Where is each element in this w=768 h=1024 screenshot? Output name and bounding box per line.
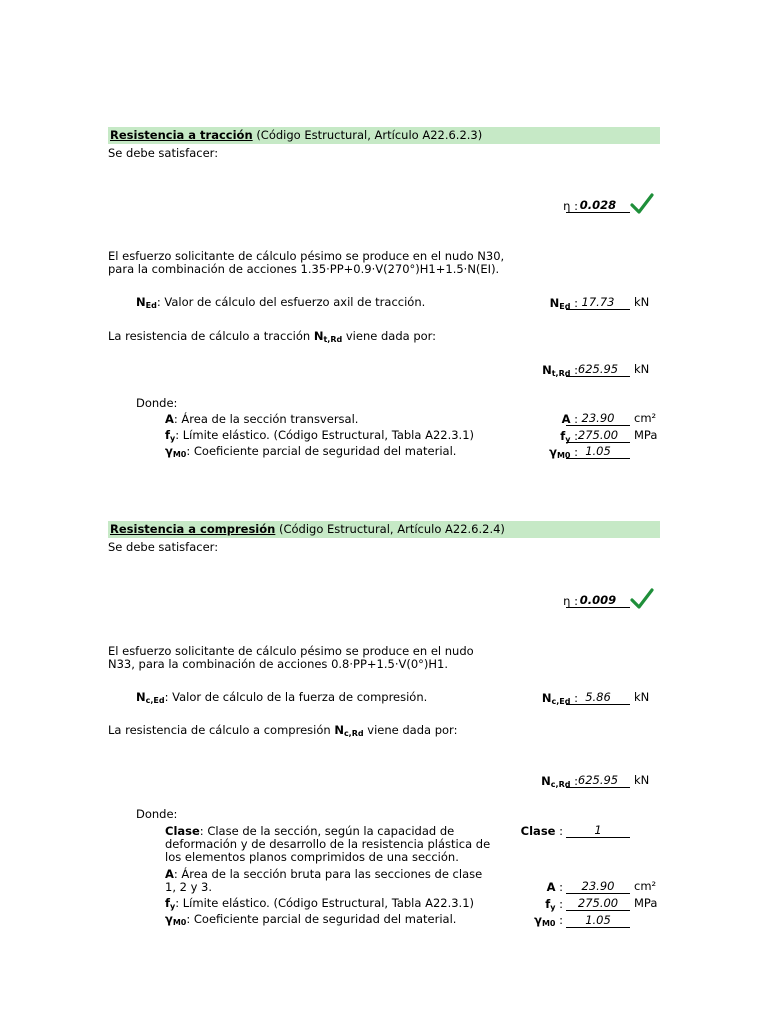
compression-fy-label: $f_y$ : bbox=[545, 897, 563, 912]
tension-reference: (Código Estructural, Artículo A22.6.2.3) bbox=[256, 128, 483, 142]
compression-nced-definition: $N_{c,Ed}$: Valor de cálculo de la fuerza de compresión. bbox=[136, 690, 428, 705]
tension-fy-definition: $f_y$: Límite elástico. (Código Estructural, Tabla A22.3.1) bbox=[165, 428, 475, 443]
compression-donde-label: Donde: bbox=[136, 807, 178, 821]
tension-title: Resistencia a tracción bbox=[110, 128, 253, 142]
compression-a-definition-line1: A: Área de la sección bruta para las secciones de clase bbox=[165, 867, 483, 881]
compression-fy-value: 275.00 bbox=[566, 896, 630, 911]
tension-eta-label: η : bbox=[563, 199, 578, 213]
compression-nced-unit: kN bbox=[634, 690, 650, 704]
compression-satisfy-text: Se debe satisfacer: bbox=[108, 540, 219, 554]
compression-gm-value: 1.05 bbox=[566, 913, 630, 928]
tension-a-label: A : bbox=[561, 412, 578, 426]
tension-ned-definition: $N_{Ed}$: Valor de cálculo del esfuerzo axil de tracción. bbox=[136, 295, 426, 310]
tension-fy-value: 275.00 bbox=[566, 428, 630, 443]
compression-a-definition-line2: 1, 2 y 3. bbox=[165, 880, 213, 894]
tension-description-line1: El esfuerzo solicitante de cálculo pésimo se produce en el nudo N30, bbox=[108, 249, 505, 263]
compression-gm-label: $\gamma_{M0}$ : bbox=[534, 913, 563, 928]
compression-description-line1: El esfuerzo solicitante de cálculo pésimo se produce en el nudo bbox=[108, 644, 474, 658]
tension-ntrd-unit: kN bbox=[634, 362, 650, 376]
compression-a-label: A : bbox=[546, 880, 563, 894]
compression-section-header bbox=[108, 521, 660, 538]
tension-gm-label: $\gamma_{M0}$ : bbox=[549, 445, 578, 460]
compression-ncrd-value: 625.95 bbox=[566, 773, 630, 788]
compression-ncrd-label: $N_{c,Rd}$ : bbox=[541, 774, 578, 789]
compression-reference: (Código Estructural, Artículo A22.6.2.4) bbox=[279, 522, 505, 536]
compression-a-value: 23.90 bbox=[566, 879, 630, 894]
compression-clase-value: 1 bbox=[566, 823, 630, 838]
tension-ned-unit: kN bbox=[634, 295, 650, 309]
tension-fy-label: $f_y$ : bbox=[560, 429, 578, 444]
tension-ntrd-value: 625.95 bbox=[566, 362, 630, 377]
tension-a-unit: cm² bbox=[634, 411, 657, 425]
tension-ntrd-label: $N_{t,Rd}$ : bbox=[542, 363, 578, 378]
compression-gm-definition: $\gamma_{M0}$: Coeficiente parcial de seguridad del material. bbox=[165, 912, 457, 927]
compression-clase-definition-line1: Clase: Clase de la sección, según la capacidad de bbox=[165, 824, 455, 838]
compression-fy-definition: $f_y$: Límite elástico. (Código Estructural, Tabla A22.3.1) bbox=[165, 896, 475, 911]
tension-description-line2: para la combinación de acciones 1.35·PP+0.9·V(270°)H1+1.5·N(EI). bbox=[108, 262, 500, 276]
tension-fy-unit: MPa bbox=[634, 428, 658, 442]
compression-fy-unit: MPa bbox=[634, 896, 658, 910]
tension-a-value: 23.90 bbox=[566, 411, 630, 426]
tension-a-definition: A: Área de la sección transversal. bbox=[165, 412, 359, 426]
tension-section-header bbox=[108, 127, 660, 144]
compression-clase-definition-line3: los elementos planos comprimidos de una sección. bbox=[165, 850, 459, 864]
check-icon bbox=[630, 588, 654, 610]
compression-eta-label: η : bbox=[563, 594, 578, 608]
tension-donde-label: Donde: bbox=[136, 396, 178, 410]
tension-resistance-text: La resistencia de cálculo a tracción $N_{t,Rd}$ viene dada por: bbox=[108, 329, 437, 344]
tension-ned-value: 17.73 bbox=[566, 295, 630, 310]
compression-nced-value: 5.86 bbox=[566, 690, 630, 705]
compression-ncrd-unit: kN bbox=[634, 773, 650, 787]
compression-a-unit: cm² bbox=[634, 879, 657, 893]
compression-clase-label: Clase : bbox=[520, 824, 563, 838]
compression-eta-value: 0.009 bbox=[566, 593, 630, 608]
tension-ned-label: $N_{Ed}$ : bbox=[549, 296, 578, 311]
check-icon bbox=[630, 193, 654, 215]
compression-title: Resistencia a compresión bbox=[110, 522, 276, 536]
compression-resistance-text: La resistencia de cálculo a compresión $N_{c,Rd}$ viene dada por: bbox=[108, 723, 458, 738]
tension-eta-value: 0.028 bbox=[566, 198, 630, 213]
tension-gm-definition: $\gamma_{M0}$: Coeficiente parcial de seguridad del material. bbox=[165, 444, 457, 459]
tension-gm-value: 1.05 bbox=[566, 444, 630, 459]
compression-nced-label: $N_{c,Ed}$ : bbox=[541, 691, 578, 706]
compression-clase-definition-line2: deformación y de desarrollo de la resistencia plástica de bbox=[165, 837, 491, 851]
tension-satisfy-text: Se debe satisfacer: bbox=[108, 146, 219, 160]
compression-description-line2: N33, para la combinación de acciones 0.8·PP+1.5·V(0°)H1. bbox=[108, 657, 448, 671]
